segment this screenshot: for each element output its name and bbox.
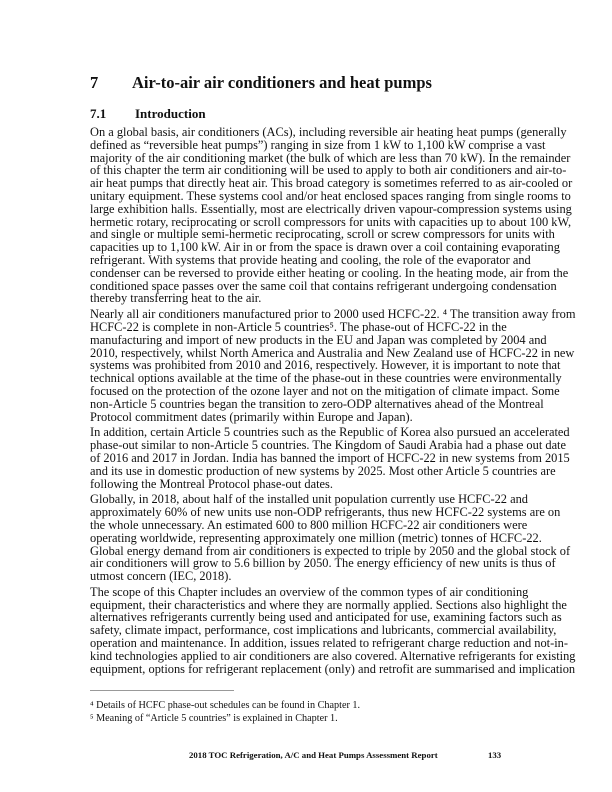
text-line: In addition, certain Article 5 countries such as the Republic of Korea also pursued an accelerated <box>90 425 570 440</box>
section-number: 7.1 <box>90 106 107 121</box>
paragraph <box>90 492 571 584</box>
chapter-number: 7 <box>90 73 99 92</box>
text-line: On a global basis, air conditioners (ACs), including reversible air heating heat pumps (generally <box>90 125 567 139</box>
text-line: condenser can be reversed to provide either heating or cooling. In the heating mode, air from the <box>90 265 569 280</box>
text-line: HCFC-22 is complete in non-Article 5 countries⁵. The phase-out of HCFC-22 in the <box>90 319 507 334</box>
body-text <box>90 125 576 678</box>
text-line: non-Article 5 countries began the transition to zero-ODP alternatives ahead of the Montreal <box>90 396 544 411</box>
text-line: safety, climate impact, performance, cost implications and lubricants, commercial availability, <box>90 623 557 638</box>
text-line: and single or multiple semi-hermetic reciprocating, scroll or screw compressors for units with <box>90 227 555 242</box>
chapter-title: Air-to-air air conditioners and heat pumps <box>132 73 432 92</box>
text-line: Nearly all air conditioners manufactured prior to 2000 used HCFC-22. ⁴ The transition away from <box>90 307 576 322</box>
text-line: kind technologies applied to air conditioners are also covered. Alternative refrigerants for existing <box>90 648 576 663</box>
text-line: thereby transferring heat to the air. <box>90 291 262 306</box>
text-line: The scope of this Chapter includes an overview of the common types of air conditioning <box>90 584 529 599</box>
footnote-4: ⁴ Details of HCFC phase-out schedules can be found in Chapter 1. <box>90 700 361 711</box>
text-line: of 2016 and 2017 in Jordan. India has banned the import of HCFC-22 in new systems from 2015 <box>90 450 570 465</box>
text-line: majority of the air conditioning market (the bulk of which are less than 70 kW). In the remainder <box>90 150 571 165</box>
text-line: 2010, respectively, whilst North America and Australia and New Zealand use of HCFC-22 in new <box>90 345 575 360</box>
text-line: Global energy demand from air conditioners is expected to triple by 2050 and the global stock of <box>90 543 571 558</box>
footnote-divider <box>90 690 234 691</box>
text-line: air conditioners will grow to 5.6 billion by 2050. The energy efficiency of new units is thus of <box>90 556 556 571</box>
text-line: defined as “reversible heat pumps”) ranging in size from 1 kW to 1,100 kW comprise a vast <box>90 137 546 152</box>
text-line: approximately 60% of new units use non-ODP refrigerants, thus new HCFC-22 systems are on <box>90 505 561 520</box>
text-line: alternatives refrigerants currently being used and anticipated for use, examining factors such as <box>90 610 562 625</box>
text-line: capacities up to 1,100 kW. Air in or from the space is drawn over a coil containing evaporating <box>90 240 560 255</box>
text-line: following the Montreal Protocol phase-out dates. <box>90 476 333 491</box>
paragraph <box>90 425 570 491</box>
text-line: of this chapter the term air conditioning will be used to apply to both air conditioners and air-to- <box>90 163 567 178</box>
text-line: air heat pumps that directly heat air. This broad category is sometimes referred to as air-cooled or <box>90 176 573 191</box>
footnote-5: ⁵ Meaning of “Article 5 countries” is explained in Chapter 1. <box>90 713 338 724</box>
footer-title: 2018 TOC Refrigeration, A/C and Heat Pumps Assessment Report <box>189 750 438 760</box>
text-line: large exhibition halls. Essentially, most are electrically driven vapour-compression systems using <box>90 201 572 216</box>
text-line: Protocol commitment dates (primarily within Europe and Japan). <box>90 409 413 424</box>
paragraph <box>90 307 576 424</box>
text-line: operation and maintenance. In addition, issues related to refrigerant charge reduction and not-in- <box>90 636 569 651</box>
text-line: refrigerant. With systems that provide heating and cooling, the role of the evaporator and <box>90 252 531 267</box>
text-line: and its use in domestic production of new systems by 2025. Most other Article 5 countries are <box>90 463 556 478</box>
section-title: Introduction <box>135 106 206 121</box>
text-line: operating worldwide, representing approximately one million (metric) tonnes of HCFC-22. <box>90 530 542 545</box>
text-line: systems was prohibited from 2010 and 2016, respectively. However, it is important to note that <box>90 358 561 373</box>
text-line: hermetic rotary, reciprocating or scroll compressors for units with capacities up to about 100 kW, <box>90 214 572 229</box>
text-line: technical options available at the time of the phase-out in these countries were environmentally <box>90 371 562 386</box>
text-line: focused on the protection of the ozone layer and not on the mitigation of climate impact. Some <box>90 383 560 398</box>
text-line: the whole unnecessary. An estimated 600 to 800 million HCFC-22 air conditioners were <box>90 517 528 532</box>
chapter-heading <box>90 73 432 92</box>
text-line: unitary equipment. These systems cool and/or heat enclosed spaces ranging from single rooms to <box>90 188 571 203</box>
paragraph <box>90 125 573 306</box>
section-heading <box>90 106 206 121</box>
text-line: Globally, in 2018, about half of the installed unit population currently use HCFC-22 and <box>90 492 528 507</box>
text-line: equipment, their characteristics and where they are normally applied. Sections also highlight the <box>90 597 567 612</box>
text-line: manufacturing and import of new products in the EU and Japan was completed by 2004 and <box>90 332 547 347</box>
text-line: equipment, options for refrigerant replacement (only) and retrofit are summarised and implication <box>90 661 576 676</box>
page-number: 133 <box>488 750 502 760</box>
paragraph <box>90 584 576 676</box>
text-line: utmost concern (IEC, 2018). <box>90 569 232 584</box>
text-line: phase-out similar to non-Article 5 countries. The Kingdom of Saudi Arabia had a phase out date <box>90 438 567 453</box>
text-line: conditioned space passes over the same coil that contains refrigerant undergoing condensation <box>90 278 557 293</box>
